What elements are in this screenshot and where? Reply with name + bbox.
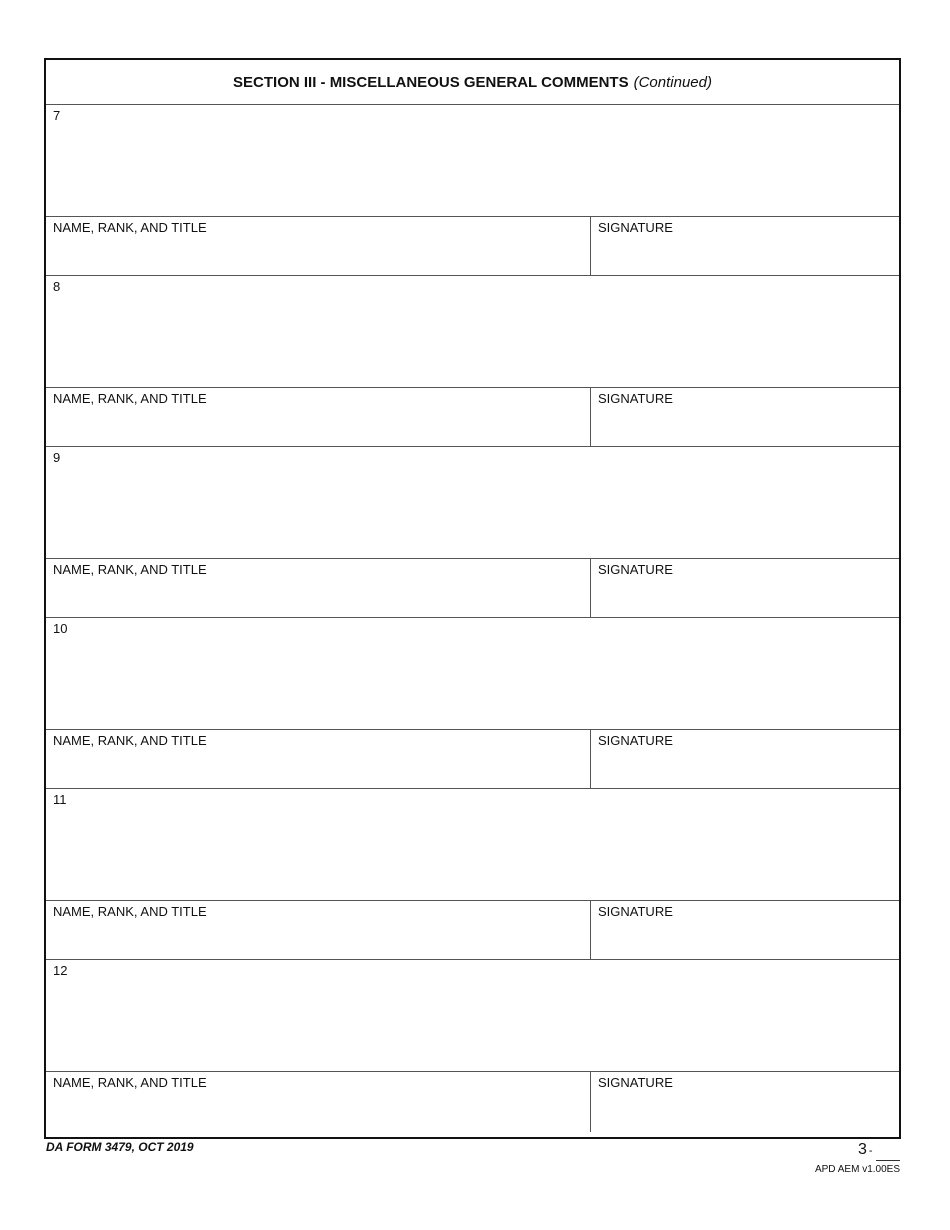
comment-entry-7 bbox=[46, 105, 899, 276]
signature-row bbox=[46, 559, 899, 618]
name-rank-title-label: NAME, RANK, AND TITLE bbox=[53, 904, 207, 919]
name-rank-title-field[interactable] bbox=[46, 388, 591, 446]
comment-number: 9 bbox=[53, 450, 61, 465]
comment-number: 11 bbox=[53, 792, 67, 807]
name-rank-title-label: NAME, RANK, AND TITLE bbox=[53, 220, 207, 235]
signature-row bbox=[46, 730, 899, 789]
comment-entry-11 bbox=[46, 789, 899, 960]
comment-entry-12 bbox=[46, 960, 899, 1132]
signature-field[interactable] bbox=[591, 388, 899, 446]
comment-number: 12 bbox=[53, 963, 68, 978]
name-rank-title-field[interactable] bbox=[46, 1072, 591, 1132]
signature-row bbox=[46, 388, 899, 447]
comment-number: 10 bbox=[53, 621, 68, 636]
signature-field[interactable] bbox=[591, 217, 899, 275]
section-title-continued: (Continued) bbox=[633, 73, 712, 91]
name-rank-title-field[interactable] bbox=[46, 217, 591, 275]
signature-label: SIGNATURE bbox=[598, 1075, 673, 1090]
comment-field[interactable] bbox=[46, 447, 899, 559]
name-rank-title-field[interactable] bbox=[46, 730, 591, 788]
signature-field[interactable] bbox=[591, 1072, 899, 1132]
comment-field[interactable] bbox=[46, 618, 899, 730]
section-title: SECTION III - MISCELLANEOUS GENERAL COMMENTS bbox=[233, 73, 629, 91]
comment-field[interactable] bbox=[46, 960, 899, 1072]
signature-label: SIGNATURE bbox=[598, 904, 673, 919]
comment-field[interactable] bbox=[46, 105, 899, 217]
comment-number: 7 bbox=[53, 108, 61, 123]
section-header bbox=[46, 60, 899, 105]
signature-label: SIGNATURE bbox=[598, 220, 673, 235]
name-rank-title-label: NAME, RANK, AND TITLE bbox=[53, 733, 207, 748]
signature-label: SIGNATURE bbox=[598, 391, 673, 406]
version-label: APD AEM v1.00ES bbox=[814, 1164, 900, 1175]
comment-field[interactable] bbox=[46, 276, 899, 388]
name-rank-title-field[interactable] bbox=[46, 559, 591, 617]
form-identifier: DA FORM 3479, OCT 2019 bbox=[46, 1140, 194, 1154]
signature-row bbox=[46, 217, 899, 276]
signature-field[interactable] bbox=[591, 901, 899, 959]
page-number-value: 3 bbox=[858, 1141, 867, 1158]
comment-entry-10 bbox=[46, 618, 899, 789]
name-rank-title-label: NAME, RANK, AND TITLE bbox=[53, 1075, 207, 1090]
comment-number: 8 bbox=[53, 279, 61, 294]
comment-entry-8 bbox=[46, 276, 899, 447]
signature-field[interactable] bbox=[591, 730, 899, 788]
comment-field[interactable] bbox=[46, 789, 899, 901]
form-frame bbox=[44, 58, 901, 1139]
name-rank-title-field[interactable] bbox=[46, 901, 591, 959]
page-total-line bbox=[876, 1160, 900, 1161]
comment-entry-9 bbox=[46, 447, 899, 618]
name-rank-title-label: NAME, RANK, AND TITLE bbox=[53, 562, 207, 577]
signature-row bbox=[46, 901, 899, 960]
page-number-suffix: - bbox=[868, 1145, 873, 1157]
signature-label: SIGNATURE bbox=[598, 733, 673, 748]
signature-field[interactable] bbox=[591, 559, 899, 617]
page-number bbox=[858, 1141, 873, 1159]
signature-row bbox=[46, 1072, 899, 1132]
signature-label: SIGNATURE bbox=[598, 562, 673, 577]
name-rank-title-label: NAME, RANK, AND TITLE bbox=[53, 391, 207, 406]
